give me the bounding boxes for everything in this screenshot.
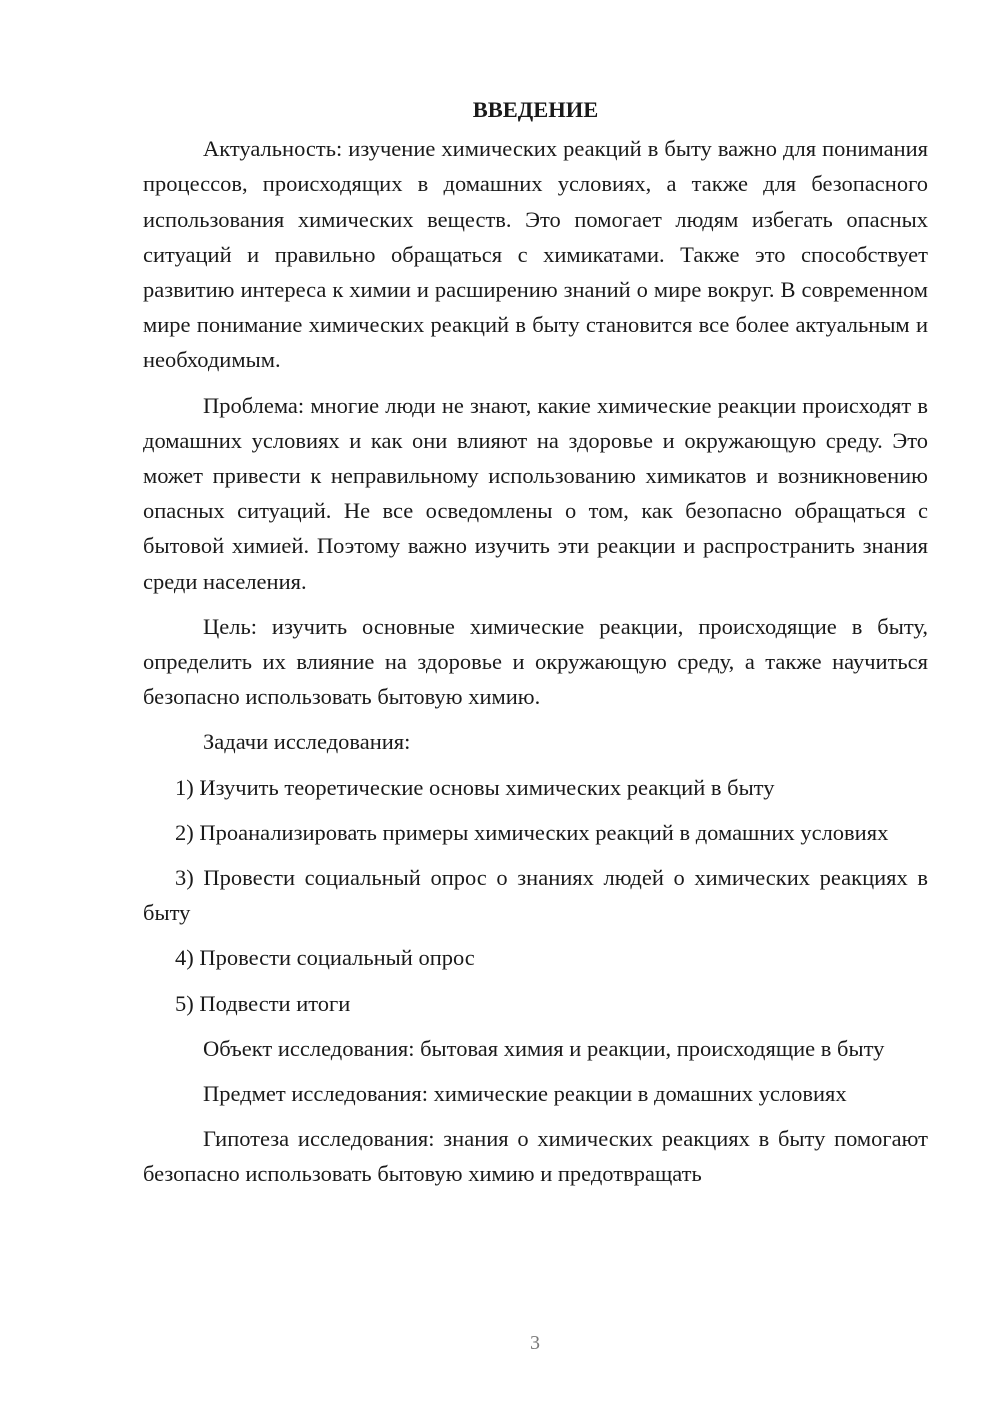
tasks-heading: Задачи исследования: xyxy=(203,729,411,755)
task-item-2: 2) Проанализировать примеры химических реакций в домашних условиях xyxy=(175,819,889,845)
goal-paragraph: Цель: изучить основные химические реакции, происходящие в быту, определить их влияние на здоровье и окружающую среду, а также научиться безопасно использовать бытовую химию. xyxy=(143,613,928,710)
relevance-paragraph: Актуальность: изучение химических реакций в быту важно для понимания процессов, происходящих в домашних условиях, а также для безопасного использования химических веществ. Это помогает людям избегать опасных ситуаций и правильно обращаться с химикатами. Также это способствует развитию интереса к химии и расширению знаний о мире вокруг. В современном мире понимание химических реакций в быту становится все более актуальным и необходимым. xyxy=(143,136,928,373)
task-item-4: 4) Провести социальный опрос xyxy=(175,945,475,971)
task-item-5: 5) Подвести итоги xyxy=(175,990,351,1016)
document-page xyxy=(143,92,928,1202)
section-title: ВВЕДЕНИЕ xyxy=(472,97,599,122)
task-item-1: 1) Изучить теоретические основы химических реакций в быту xyxy=(175,774,775,800)
object-paragraph: Объект исследования: бытовая химия и реакции, происходящие в быту xyxy=(203,1035,885,1061)
page-number: 3 xyxy=(530,1332,540,1354)
task-item-3: 3) Провести социальный опрос о знаниях людей о химических реакциях в быту xyxy=(143,865,928,926)
subject-paragraph: Предмет исследования: химические реакции в домашних условиях xyxy=(203,1081,847,1107)
problem-paragraph: Проблема: многие люди не знают, какие химические реакции происходят в домашних условиях и как они влияют на здоровье и окружающую среду. Это может привести к неправильному использованию химикатов и возникновению опасных ситуаций. Не все осведомлены о том, как безопасно обращаться с бытовой химией. Поэтому важно изучить эти реакции и распространить знания среди населения. xyxy=(143,392,928,594)
hypothesis-paragraph: Гипотеза исследования: знания о химических реакциях в быту помогают безопасно использовать бытовую химию и предотвращать xyxy=(143,1126,928,1187)
